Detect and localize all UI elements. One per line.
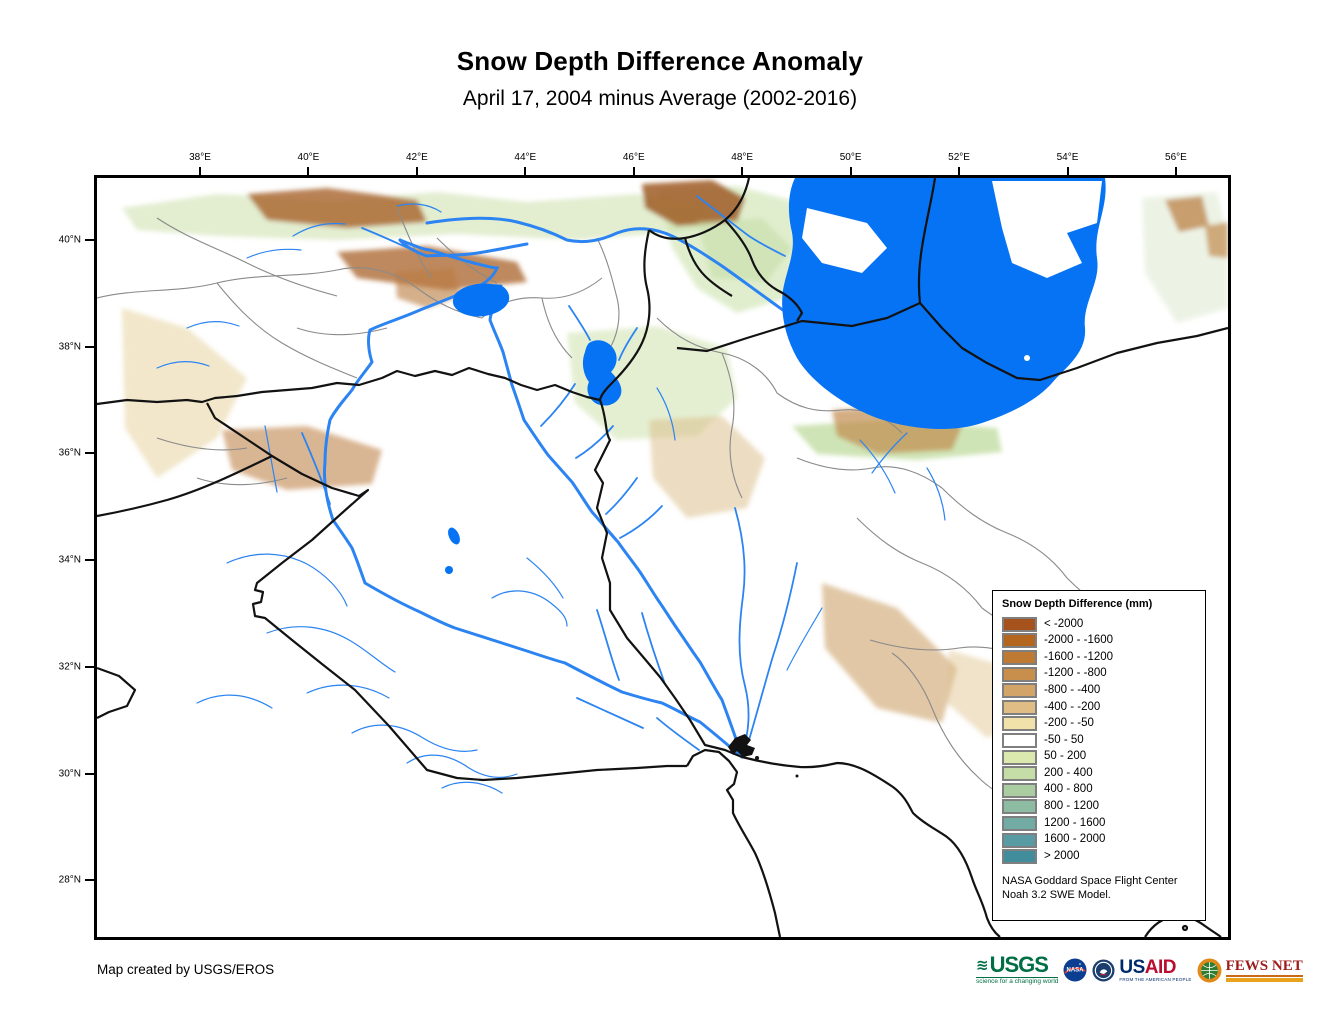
legend-row [1002,765,1196,782]
legend-row-label: 200 - 400 [1044,766,1093,779]
page-title: Snow Depth Difference Anomaly [456,46,864,76]
left-axis-label: 28°N [58,874,81,886]
fewsnet-globe-icon [1197,958,1222,983]
legend-row [1002,732,1196,749]
legend-row [1002,848,1196,865]
legend-row-label: > 2000 [1044,849,1080,862]
left-axis [36,178,94,937]
top-axis-label: 46°E [622,152,645,163]
legend-row [1002,782,1196,799]
legend-row [1002,649,1196,666]
legend-row-label: -200 - -50 [1044,717,1094,730]
top-axis-label: 44°E [514,152,537,163]
usaid-us-text: US [1119,956,1145,978]
left-axis-label: 36°N [58,447,81,459]
legend-items [1002,616,1196,865]
page-subtitle: April 17, 2004 minus Average (2002-2016) [462,87,858,110]
legend-row-label: < -2000 [1044,617,1084,630]
left-axis-tick [85,666,94,668]
usgs-wordmark: USGS [989,952,1048,978]
legend-title: Snow Depth Difference (mm) [1002,598,1153,610]
usaid-seal-icon [1092,959,1115,982]
top-axis-label: 54°E [1056,152,1079,163]
map-legend [992,590,1206,921]
left-axis-label: 30°N [58,768,81,779]
left-axis-tick [85,879,94,881]
top-axis-label: 40°E [297,152,320,163]
legend-row [1002,832,1196,849]
legend-row [1002,815,1196,832]
legend-row [1002,799,1196,816]
fewsnet-wordmark: FEWS NET [1226,959,1303,977]
legend-swatch [1002,700,1037,715]
legend-swatch [1002,650,1037,665]
legend-row [1002,699,1196,716]
left-axis-tick [85,773,94,775]
legend-row-label: 1600 - 2000 [1044,833,1106,846]
top-axis-label: 42°E [405,152,428,163]
left-axis-label: 38°N [58,341,81,353]
legend-row-label: -2000 - -1600 [1044,634,1114,647]
legend-row [1002,716,1196,733]
legend-swatch [1002,766,1037,781]
top-axis-label: 50°E [839,152,862,163]
legend-credit-line1: NASA Goddard Space Flight Center [1002,874,1178,887]
legend-swatch [1002,783,1037,798]
usaid-tagline: FROM THE AMERICAN PEOPLE [1119,976,1192,982]
logo-strip [976,950,1303,990]
usaid-logo [1119,958,1191,983]
map-credit: Map created by USGS/EROS [97,962,275,977]
legend-row-label: -400 - -200 [1044,700,1101,713]
legend-row-label: -50 - 50 [1044,733,1084,746]
legend-swatch [1002,833,1037,848]
usaid-aid-text: AID [1144,956,1177,978]
left-axis-label: 40°N [58,234,81,246]
top-axis [97,150,1228,178]
left-axis-label: 32°N [58,661,81,673]
nasa-logo-icon [1063,958,1087,982]
legend-swatch [1002,799,1037,814]
legend-row [1002,616,1196,633]
legend-swatch [1002,816,1037,831]
legend-credit-line2: Noah 3.2 SWE Model. [1002,889,1111,902]
legend-swatch [1002,667,1037,682]
legend-row [1002,749,1196,766]
legend-swatch [1002,633,1037,648]
left-axis-tick [85,239,94,241]
legend-row-label: -1200 - -800 [1044,667,1107,680]
left-axis-tick [85,346,94,348]
legend-swatch [1002,733,1037,748]
legend-row-label: -1600 - -1200 [1044,650,1114,663]
legend-swatch [1002,617,1037,632]
legend-row [1002,682,1196,699]
legend-credit [1002,874,1196,903]
legend-row-label: 800 - 1200 [1044,800,1099,813]
fewsnet-logo [1226,959,1303,982]
top-axis-label: 56°E [1165,152,1187,163]
left-axis-label: 34°N [58,554,81,566]
fewsnet-bar [1226,978,1303,982]
left-axis-tick [85,452,94,454]
legend-swatch [1002,716,1037,731]
usgs-wave-icon: ≋ [976,956,989,974]
legend-row-label: 400 - 800 [1044,783,1093,796]
top-axis-label: 48°E [731,152,754,163]
legend-row [1002,633,1196,650]
top-axis-label: 52°E [948,152,970,163]
usgs-tagline: science for a changing world [976,978,1059,986]
legend-row [1002,666,1196,683]
top-axis-label: 38°E [189,152,211,163]
legend-row-label: 1200 - 1600 [1044,816,1106,829]
legend-swatch [1002,849,1037,864]
legend-swatch [1002,683,1037,698]
usgs-logo [976,954,1058,986]
legend-row-label: 50 - 200 [1044,750,1087,763]
left-axis-tick [85,559,94,561]
svg-text:NASA: NASA [1066,967,1084,974]
legend-row-label: -800 - -400 [1044,683,1101,696]
legend-swatch [1002,750,1037,765]
